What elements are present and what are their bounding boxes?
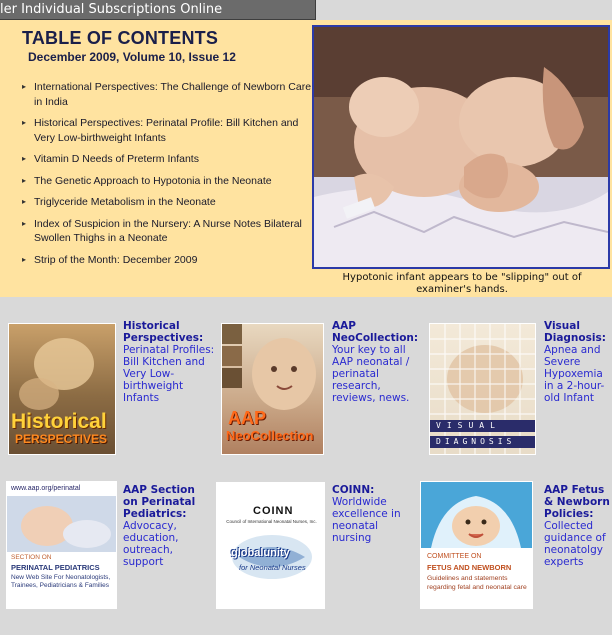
infant-photo-illustration — [314, 27, 608, 267]
card-description[interactable]: Worldwide excellence in neonatal nursing — [332, 496, 401, 544]
historical-banner-line1: Historical — [11, 410, 107, 433]
arrow-icon: ▸ — [22, 218, 27, 228]
cover-photo — [312, 25, 610, 269]
card-title[interactable]: COINN: — [332, 484, 375, 496]
card-title[interactable]: AAP NeoCollection: — [332, 320, 419, 344]
perinatal-section-label: SECTION ON — [11, 554, 52, 561]
toc-item[interactable] — [22, 80, 312, 109]
arrow-icon: ▸ — [22, 175, 27, 185]
sleeping-baby-icon — [7, 496, 116, 552]
toc-item[interactable] — [22, 253, 312, 268]
toc-link[interactable]: Strip of the Month: December 2009 — [34, 253, 198, 266]
neocollection-text[interactable] — [332, 320, 418, 404]
card-description[interactable]: Advocacy, education, outreach, support — [123, 520, 179, 568]
visual-banner-line2: DIAGNOSIS — [436, 437, 516, 446]
arrow-icon: ▸ — [22, 197, 27, 206]
toc-link[interactable]: Triglyceride Metabolism in the Neonate — [34, 196, 216, 208]
visual-diagnosis-text[interactable] — [544, 320, 610, 404]
coinn-text[interactable] — [332, 484, 414, 544]
historical-banner-line2: PERSPECTIVES — [15, 432, 108, 446]
arrow-icon: ▸ — [22, 82, 27, 91]
perinatal-section-name: PERINATAL PEDIATRICS — [11, 563, 100, 572]
perinatal-tagline: New Web Site For Neonatologists, Trainees, Pediatricians & Families — [11, 574, 111, 589]
toc-item[interactable] — [22, 152, 312, 167]
visual-diagnosis-image[interactable] — [429, 323, 536, 455]
arrow-icon: ▸ — [22, 254, 27, 264]
toc-link[interactable]: Historical Perspectives: Perinatal Profile: Bill Kitchen and Very Low-birthweight Infants — [34, 117, 299, 144]
subscription-banner-text[interactable]: ler Individual Subscriptions Online — [0, 2, 223, 17]
toc-item[interactable] — [22, 195, 312, 210]
photo-caption: Hypotonic infant appears to be "slipping" out of examiner's hands. — [342, 272, 582, 295]
toc-item[interactable] — [22, 217, 312, 246]
arrow-icon: ▸ — [22, 118, 27, 127]
globe-icon — [217, 531, 325, 587]
fetus-newborn-text[interactable] — [544, 484, 610, 568]
card-description[interactable]: Apnea and Severe Hypoxemia in a 2-hour-old Infant — [544, 344, 605, 404]
toc-item[interactable] — [22, 174, 312, 189]
toc-link[interactable]: International Perspectives: The Challenge of Newborn Care in India — [34, 81, 312, 108]
perinatal-pediatrics-text[interactable] — [123, 484, 209, 568]
coinn-image[interactable] — [216, 482, 325, 609]
coinn-council-name: Council of International Neonatal Nurses, Inc. — [226, 519, 317, 524]
coinn-logo-text: COINN — [253, 505, 294, 517]
baby-towel-icon — [421, 482, 532, 548]
neocollection-banner-line1: AAP — [228, 408, 267, 428]
toc-link[interactable]: Vitamin D Needs of Preterm Infants — [34, 153, 199, 165]
toc-title: TABLE OF CONTENTS — [22, 28, 219, 48]
neocollection-image[interactable] — [221, 323, 324, 455]
fetus-committee-label: COMMITTEE ON — [427, 553, 482, 560]
fetus-newborn-image[interactable] — [420, 481, 533, 609]
coinn-for-nurses: for Neonatal Nurses — [239, 563, 306, 572]
grid-photo-icon — [430, 324, 535, 454]
card-description[interactable]: Collected guidance of neonatolgy experts — [544, 520, 606, 568]
card-title[interactable]: Visual Diagnosis: — [544, 320, 606, 344]
perinatal-pediatrics-image[interactable] — [6, 481, 117, 609]
visual-banner-line1: VISUAL — [436, 421, 501, 430]
card-title[interactable]: Historical Perspectives: — [123, 320, 204, 344]
toc-link[interactable]: Index of Suspicion in the Nursery: A Nurse Notes Bilateral Swollen Thighs in a Neonate — [34, 217, 302, 244]
card-description[interactable]: Perinatal Profiles: Bill Kitchen and Very Low-birthweight Infants — [123, 344, 215, 404]
toc-list — [22, 80, 312, 274]
toc-link[interactable]: The Genetic Approach to Hypotonia in the Neonate — [34, 174, 272, 187]
coinn-global-unity: globalunity — [231, 547, 290, 559]
toc-item[interactable] — [22, 116, 312, 145]
card-description[interactable]: Your key to all AAP neonatal / perinatal research, reviews, news. — [332, 344, 410, 404]
fetus-tagline: Guidelines and statements regarding fetal and neonatal care — [427, 575, 527, 591]
fetus-committee-name: FETUS AND NEWBORN — [427, 563, 512, 572]
arrow-icon: ▸ — [22, 154, 27, 163]
toc-issue-label: December 2009, Volume 10, Issue 12 — [28, 50, 236, 64]
subscription-banner[interactable] — [0, 0, 316, 20]
card-title[interactable]: AAP Fetus & Newborn Policies: — [544, 484, 610, 520]
historical-perspectives-image[interactable] — [8, 323, 116, 455]
perinatal-url: www.aap.org/perinatal — [11, 485, 81, 492]
neocollection-banner-line2: NeoCollection — [226, 428, 314, 443]
historical-perspectives-text[interactable] — [123, 320, 215, 404]
card-title[interactable]: AAP Section on Perinatal Pediatrics: — [123, 484, 196, 520]
